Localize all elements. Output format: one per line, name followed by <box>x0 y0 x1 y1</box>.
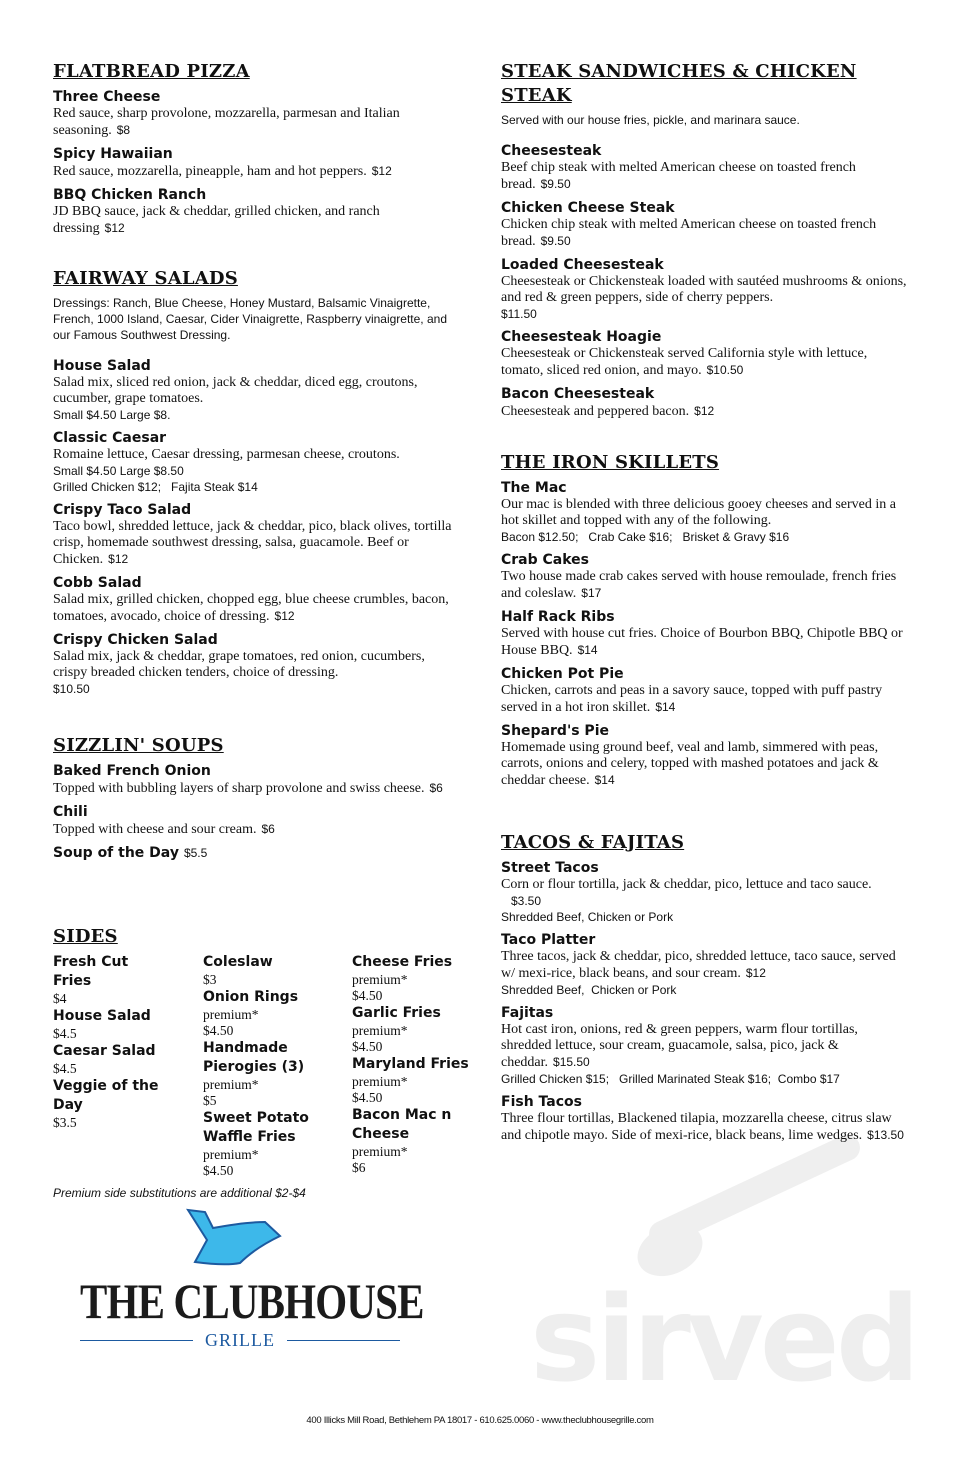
item-price: $6 <box>429 781 443 795</box>
menu-item <box>501 1004 911 1087</box>
side-name: Caesar Salad <box>53 1043 156 1059</box>
item-name: Cheesesteak Hoagie <box>501 329 662 345</box>
menu-item <box>53 186 453 237</box>
side-price: $4 <box>53 991 67 1006</box>
item-option: Small $4.50 Large $8.50 <box>53 464 184 478</box>
menu-item <box>501 1093 911 1144</box>
item-description-text: Our mac is blended with three delicious gooey cheeses and served in a hot skillet and topped with any of the following. <box>501 497 896 528</box>
sides-column <box>352 953 470 1176</box>
menu-item <box>53 429 453 495</box>
item-description-text: Topped with bubbling layers of sharp provolone and swiss cheese. <box>53 781 425 796</box>
item-description-text: Hot cast iron, onions, red & green peppers, warm flour tortillas, shredded lettuce, sour cream, guacamole, salsa, pico, jack & cheddar. <box>501 1022 858 1070</box>
item-price: $17 <box>581 586 602 600</box>
item-option: $3.50 <box>501 894 542 908</box>
section-title: TACOS & FAJITAS <box>501 832 685 853</box>
side-premium-label: premium* <box>352 972 408 987</box>
item-description-text: Three tacos, jack & cheddar, pico, shredded lettuce, taco sauce, served w/ mexi-rice, black beans, and sour cream. <box>501 949 896 981</box>
item-name: Fish Tacos <box>501 1094 582 1110</box>
side-premium-label: premium* <box>203 1147 259 1162</box>
side-price: $6 <box>352 1160 366 1175</box>
item-price: $15.50 <box>553 1055 590 1069</box>
menu-item <box>501 142 911 193</box>
item-option: Shredded Beef, Chicken or Pork <box>501 983 677 997</box>
item-name: Soup of the Day <box>53 845 179 861</box>
item-name: Loaded Cheesesteak <box>501 257 664 273</box>
item-description <box>501 497 911 529</box>
side-price: $3.5 <box>53 1115 77 1130</box>
sides-columns <box>53 953 469 1188</box>
item-name: Half Rack Ribs <box>501 609 615 625</box>
section-title: FAIRWAY SALADS <box>53 268 238 289</box>
item-description <box>53 780 453 797</box>
item-name: Street Tacos <box>501 860 599 876</box>
menu-item <box>501 199 911 250</box>
menu-item <box>501 859 911 925</box>
item-name-price-row <box>53 844 453 862</box>
sides-section <box>53 925 469 1188</box>
item-name: Cobb Salad <box>53 575 142 591</box>
item-price: $13.50 <box>867 1128 904 1142</box>
item-description <box>53 163 453 180</box>
side-price: $4.50 <box>352 988 383 1003</box>
item-name: Bacon Cheesesteak <box>501 386 655 402</box>
section-title: SIZZLIN' SOUPS <box>53 735 224 756</box>
menu-item <box>501 931 911 998</box>
item-description-text: Red sauce, mozzarella, pineapple, ham and hot peppers. <box>53 164 367 179</box>
item-description-text: Corn or flour tortilla, jack & cheddar, pico, lettuce and taco sauce. <box>501 877 872 892</box>
item-name: Cheesesteak <box>501 143 602 159</box>
item-option: Grilled Chicken $12; Fajita Steak $14 <box>53 480 258 494</box>
item-name: Crab Cakes <box>501 552 590 568</box>
item-name: House Salad <box>53 358 151 374</box>
side-premium-label: premium* <box>352 1144 408 1159</box>
item-description <box>501 346 911 379</box>
item-price: $12 <box>745 966 766 980</box>
item-name: Shepard's Pie <box>501 723 609 739</box>
section-title: THE IRON SKILLETS <box>501 452 720 473</box>
item-description <box>501 626 911 659</box>
item-name: Baked French Onion <box>53 763 211 779</box>
side-name: Veggie of the Day <box>53 1078 159 1113</box>
item-price: $14 <box>577 643 598 657</box>
side-name: Onion Rings <box>203 989 299 1005</box>
item-description-text: Served with house cut fries. Choice of Bourbon BBQ, Chipotle BBQ or House BBQ. <box>501 626 903 658</box>
item-description-text: Romaine lettuce, Caesar dressing, parmesan cheese, croutons. <box>53 447 400 462</box>
item-option: $10.50 <box>53 682 90 696</box>
menu-item <box>501 479 911 545</box>
item-price: $10.50 <box>706 363 744 377</box>
menu-item <box>53 145 453 180</box>
item-description-text: Cheesesteak or Chickensteak served California style with lettuce, tomato, sliced red onion, and mayo. <box>501 346 868 378</box>
item-description-text: Two house made crab cakes served with house remoulade, french fries and coleslaw. <box>501 569 897 601</box>
item-description <box>501 160 911 193</box>
menu-item <box>501 256 911 322</box>
item-price: $8 <box>116 123 131 137</box>
item-description <box>53 649 453 681</box>
item-price: $9.50 <box>540 177 571 191</box>
item-description <box>501 403 911 420</box>
item-option: $11.50 <box>501 307 537 321</box>
side-name: Coleslaw <box>203 954 273 970</box>
item-description <box>501 740 911 789</box>
logo-title: THE CLUBHOUSE <box>80 1273 424 1329</box>
item-price: $14 <box>594 773 615 787</box>
section-note: Dressings: Ranch, Blue Cheese, Honey Mustard, Balsamic Vinaigrette, French, 1000 Island, Caesar, Cider Vinaigrette, Raspberry vinaigrette, and our Famous Southwest Dressing. <box>53 296 447 342</box>
item-name: The Mac <box>501 480 567 496</box>
side-name: Garlic Fries <box>352 1005 441 1021</box>
item-option: Grilled Chicken $15; Grilled Marinated Steak $16; Combo $17 <box>501 1072 840 1086</box>
menu-section <box>501 831 911 1150</box>
item-name: Classic Caesar <box>53 430 167 446</box>
item-price: $5.5 <box>183 846 208 860</box>
menu-item <box>53 803 453 838</box>
item-description <box>53 519 453 568</box>
section-title: FLATBREAD PIZZA <box>53 61 250 82</box>
item-price: $9.50 <box>540 234 571 248</box>
item-description <box>53 106 453 139</box>
item-option: Small $4.50 Large $8. <box>53 408 171 422</box>
side-price: $3 <box>203 972 217 987</box>
menu-section <box>501 60 911 426</box>
item-description-text: Cheesesteak or Chickensteak loaded with sautéed mushrooms & onions, and red & green peppers, side of cherry peppers. <box>501 274 907 305</box>
item-price: $6 <box>261 822 275 836</box>
menu-section <box>53 734 453 868</box>
sides-column <box>203 953 321 1179</box>
item-name: Fajitas <box>501 1005 554 1021</box>
section-title: STEAK SANDWICHES & CHICKEN STEAK <box>501 61 857 106</box>
item-description-text: Salad mix, jack & cheddar, grape tomatoes, red onion, cucumbers, crispy breaded chicken tenders, choice of dressing. <box>53 649 425 680</box>
sides-column <box>53 953 171 1131</box>
menu-item <box>53 357 453 423</box>
sides-note: Premium side substitutions are additional $2-$4 <box>53 1186 306 1200</box>
item-description <box>501 1111 911 1144</box>
side-premium-label: premium* <box>352 1074 408 1089</box>
item-description-text: JD BBQ sauce, jack & cheddar, grilled chicken, and ranch dressing <box>53 204 380 236</box>
side-price: $4.50 <box>352 1090 383 1105</box>
menu-item <box>501 385 911 420</box>
menu-section <box>53 60 453 243</box>
item-description-text: Salad mix, grilled chicken, chopped egg, blue cheese crumbles, bacon, tomatoes, avocado, choice of dressing. <box>53 592 449 624</box>
side-price: $4.50 <box>203 1023 234 1038</box>
menu-item <box>53 501 453 568</box>
flag-icon <box>185 1208 315 1268</box>
side-price: $4.5 <box>53 1026 77 1041</box>
item-description <box>501 274 911 306</box>
watermark: sirved <box>530 1270 917 1408</box>
item-description-text: Cheesesteak and peppered bacon. <box>501 404 690 419</box>
footer-address: 400 Illicks Mill Road, Bethlehem PA 18017 - 610.625.0060 - www.theclubhousegrille.com <box>306 1415 654 1426</box>
side-premium-label: premium* <box>352 1023 408 1038</box>
side-name: Bacon Mac n Cheese <box>352 1107 452 1142</box>
item-name: Three Cheese <box>53 89 161 105</box>
item-description <box>501 1022 911 1071</box>
menu-section <box>501 451 911 795</box>
item-description <box>53 375 453 407</box>
menu-item <box>53 88 453 139</box>
item-name: BBQ Chicken Ranch <box>53 187 207 203</box>
section-note: Served with our house fries, pickle, and marinara sauce. <box>501 113 800 127</box>
side-name: Maryland Fries <box>352 1056 469 1072</box>
item-description <box>501 569 911 602</box>
side-premium-label: premium* <box>203 1077 259 1092</box>
side-premium-label: premium* <box>203 1007 259 1022</box>
item-description-text: Red sauce, sharp provolone, mozzarella, parmesan and Italian seasoning. <box>53 106 400 138</box>
item-description-text: Homemade using ground beef, veal and lamb, simmered with peas, carrots, onions and celery, topped with mashed potatoes and jack & cheddar cheese. <box>501 740 879 788</box>
item-price: $12 <box>371 164 392 178</box>
item-price: $12 <box>274 609 295 623</box>
item-option: Bacon $12.50; Crab Cake $16; Brisket & Gravy $16 <box>501 530 790 544</box>
menu-item <box>501 551 911 602</box>
side-price: $5 <box>203 1093 217 1108</box>
item-description <box>501 217 911 250</box>
item-price: $14 <box>655 700 676 714</box>
item-description-text: Topped with cheese and sour cream. <box>53 822 257 837</box>
side-name: Sweet Potato Waffle Fries <box>203 1110 309 1145</box>
side-price: $4.50 <box>352 1039 383 1054</box>
menu-item <box>53 631 453 697</box>
item-description <box>53 447 453 463</box>
item-description-text: Chicken, carrots and peas in a savory sauce, topped with puff pastry served in a hot iron skillet. <box>501 683 883 715</box>
menu-item <box>53 844 453 862</box>
menu-item <box>501 665 911 716</box>
menu-item <box>501 722 911 789</box>
logo-subtitle-row <box>80 1330 400 1351</box>
item-description-text: Chicken chip steak with melted American cheese on toasted french bread. <box>501 217 877 249</box>
item-description-text: Taco bowl, shredded lettuce, jack & cheddar, pico, black olives, tortilla crisp, homemade southwest dressing, salsa, guacamole. Beef or Chicken. <box>53 519 452 567</box>
item-price: $12 <box>108 552 129 566</box>
item-description <box>501 683 911 716</box>
side-name: Fresh Cut Fries <box>53 954 129 989</box>
item-description <box>53 821 453 838</box>
item-description-text: Three flour tortillas, Blackened tilapia, mozzarella cheese, citrus slaw and chipotle mayo. Side of mexi-rice, black beans, lime wedges. <box>501 1111 892 1143</box>
side-name: Handmade Pierogies (3) <box>203 1040 305 1075</box>
item-description <box>53 204 453 237</box>
item-price: $12 <box>104 221 125 235</box>
item-description-text: Salad mix, sliced red onion, jack & cheddar, diced egg, croutons, cucumber, grape tomatoes. <box>53 375 418 406</box>
item-description <box>53 592 453 625</box>
menu-section <box>53 267 453 703</box>
side-name: House Salad <box>53 1008 151 1024</box>
side-name: Cheese Fries <box>352 954 453 970</box>
item-name: Chicken Pot Pie <box>501 666 624 682</box>
item-description <box>501 877 911 893</box>
item-description <box>501 949 911 982</box>
item-name: Chili <box>53 804 88 820</box>
section-title: SIDES <box>53 926 118 947</box>
side-price: $4.5 <box>53 1061 77 1076</box>
item-name: Spicy Hawaiian <box>53 146 173 162</box>
item-name: Crispy Chicken Salad <box>53 632 218 648</box>
item-name: Chicken Cheese Steak <box>501 200 675 216</box>
menu-item <box>501 608 911 659</box>
item-name: Taco Platter <box>501 932 596 948</box>
item-name: Crispy Taco Salad <box>53 502 192 518</box>
side-price: $4.50 <box>203 1163 234 1178</box>
menu-item <box>53 574 453 625</box>
item-description-text: Beef chip steak with melted American cheese on toasted french bread. <box>501 160 856 192</box>
menu-item <box>53 762 453 797</box>
logo-subtitle: GRILLE <box>205 1330 275 1350</box>
item-option: Shredded Beef, Chicken or Pork <box>501 910 674 924</box>
item-price: $12 <box>694 404 715 418</box>
menu-item <box>501 328 911 379</box>
